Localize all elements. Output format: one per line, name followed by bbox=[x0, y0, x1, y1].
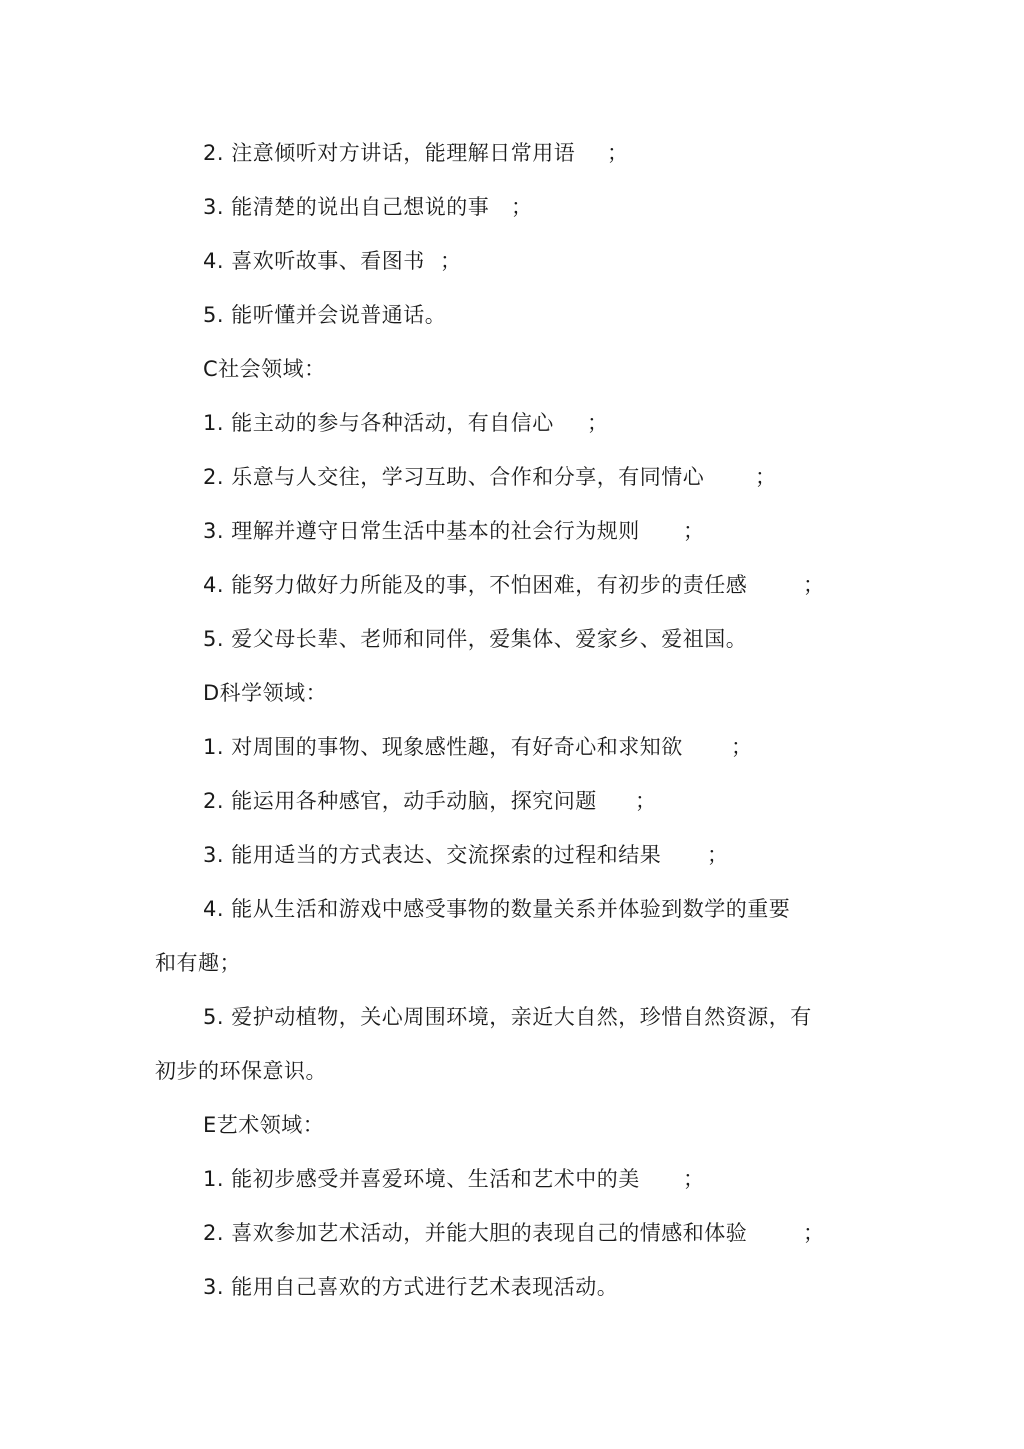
list-item: 1. 对周围的事物、现象感性趣，有好奇心和求知欲 bbox=[203, 735, 683, 759]
list-item: 3. 能用适当的方式表达、交流探索的过程和结果 bbox=[203, 843, 662, 867]
list-item-punctuation: ； bbox=[440, 249, 461, 273]
list-item: 2. 能运用各种感官，动手动脑，探究问题 bbox=[203, 789, 597, 813]
section-heading-science: D科学领域： bbox=[203, 681, 328, 705]
list-item: 1. 能初步感受并喜爱环境、生活和艺术中的美 bbox=[203, 1167, 640, 1191]
list-item: 4. 能努力做好力所能及的事，不怕困难，有初步的责任感 bbox=[203, 573, 748, 597]
list-item-punctuation: ； bbox=[587, 411, 608, 435]
section-heading-social: C社会领域： bbox=[203, 357, 326, 381]
list-item-punctuation: ； bbox=[683, 1167, 704, 1191]
list-item-continuation: 初步的环保意识。 bbox=[155, 1059, 327, 1083]
list-item: 5. 能听懂并会说普通话。 bbox=[203, 303, 447, 327]
list-item: 3. 能用自己喜欢的方式进行艺术表现活动。 bbox=[203, 1275, 619, 1299]
list-item: 4. 喜欢听故事、看图书 bbox=[203, 249, 425, 273]
list-item-punctuation: ； bbox=[731, 735, 752, 759]
list-item-continuation: 和有趣； bbox=[155, 951, 241, 975]
list-item-punctuation: ； bbox=[707, 843, 728, 867]
list-item-punctuation: ； bbox=[803, 573, 824, 597]
list-item-punctuation: ； bbox=[635, 789, 656, 813]
list-item: 2. 喜欢参加艺术活动，并能大胆的表现自己的情感和体验 bbox=[203, 1221, 748, 1245]
list-item: 3. 能清楚的说出自己想说的事 bbox=[203, 195, 490, 219]
list-item-punctuation: ； bbox=[511, 195, 532, 219]
list-item: 1. 能主动的参与各种活动，有自信心 bbox=[203, 411, 554, 435]
list-item: 2. 注意倾听对方讲话，能理解日常用语 bbox=[203, 141, 576, 165]
list-item: 4. 能从生活和游戏中感受事物的数量关系并体验到数学的重要 bbox=[203, 897, 791, 921]
section-heading-art: E艺术领域： bbox=[203, 1113, 325, 1137]
list-item-punctuation: ； bbox=[803, 1221, 824, 1245]
list-item-punctuation: ； bbox=[607, 141, 628, 165]
list-item: 3. 理解并遵守日常生活中基本的社会行为规则 bbox=[203, 519, 640, 543]
list-item: 2. 乐意与人交往，学习互助、合作和分享，有同情心 bbox=[203, 465, 705, 489]
list-item-punctuation: ； bbox=[683, 519, 704, 543]
list-item-punctuation: ； bbox=[755, 465, 776, 489]
list-item: 5. 爱护动植物，关心周围环境，亲近大自然，珍惜自然资源，有 bbox=[203, 1005, 812, 1029]
list-item: 5. 爱父母长辈、老师和同伴，爱集体、爱家乡、爱祖国。 bbox=[203, 627, 748, 651]
